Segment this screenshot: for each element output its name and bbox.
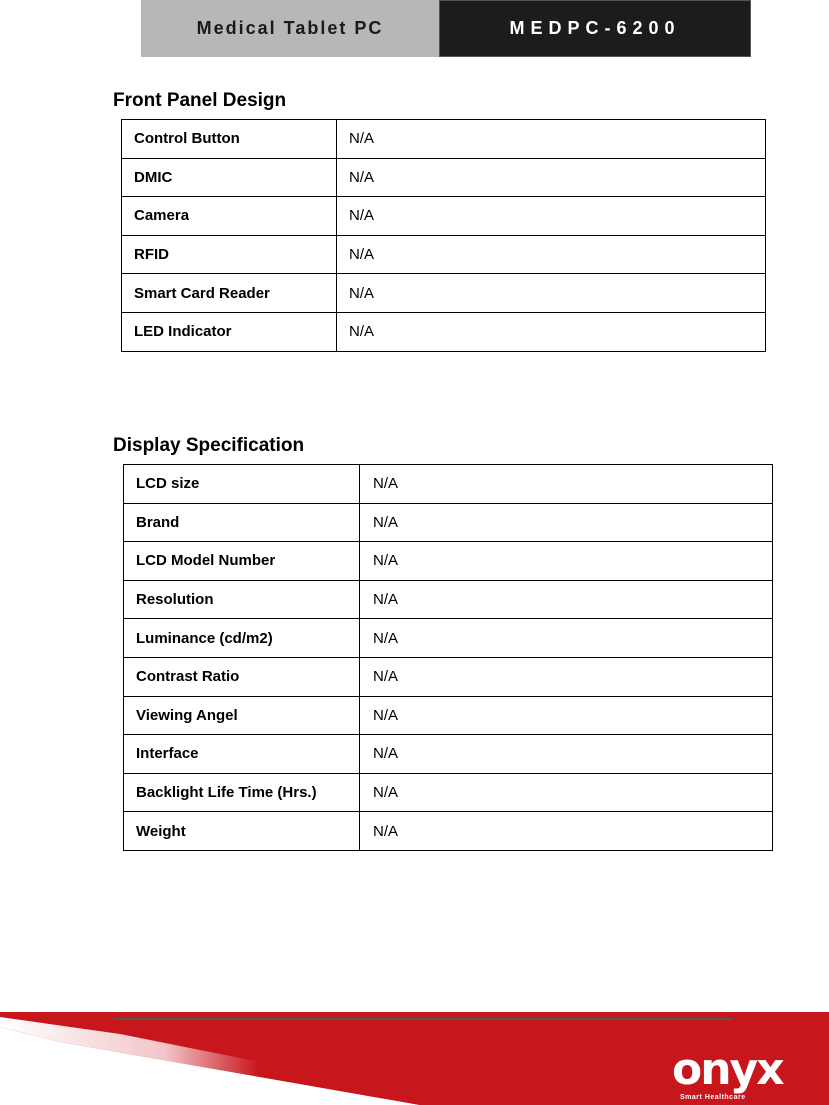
table-row	[122, 312, 766, 351]
row-value: N/A	[337, 197, 766, 236]
logo-tagline: Smart Healthcare	[680, 1094, 746, 1101]
row-value: N/A	[337, 274, 766, 313]
row-value: N/A	[337, 120, 766, 159]
table-row	[124, 580, 773, 619]
onyx-logo: onyx	[672, 1044, 783, 1095]
row-value: N/A	[360, 773, 773, 812]
row-value: N/A	[360, 735, 773, 774]
table-row	[124, 773, 773, 812]
row-value: N/A	[360, 696, 773, 735]
row-label: LCD Model Number	[124, 542, 360, 581]
table-row	[124, 657, 773, 696]
row-value: N/A	[360, 657, 773, 696]
row-label: LCD size	[124, 465, 360, 504]
row-label: Weight	[124, 812, 360, 851]
row-label: Interface	[124, 735, 360, 774]
table-row	[122, 197, 766, 236]
display-spec-table	[123, 464, 773, 851]
row-value: N/A	[360, 812, 773, 851]
row-label: Resolution	[124, 580, 360, 619]
header-model: MEDPC-6200	[439, 0, 751, 57]
row-label: Viewing Angel	[124, 696, 360, 735]
header-product-line: Medical Tablet PC	[141, 0, 439, 57]
table-row	[124, 812, 773, 851]
row-label: Brand	[124, 503, 360, 542]
row-label: Control Button	[122, 120, 337, 159]
table-row	[124, 619, 773, 658]
row-value: N/A	[360, 542, 773, 581]
footer-divider	[113, 1018, 733, 1020]
table-row	[124, 542, 773, 581]
table-row	[122, 120, 766, 159]
table-row	[122, 274, 766, 313]
table-row	[122, 235, 766, 274]
row-value: N/A	[337, 312, 766, 351]
row-label: LED Indicator	[122, 312, 337, 351]
front-panel-title: Front Panel Design	[113, 90, 287, 111]
row-label: Smart Card Reader	[122, 274, 337, 313]
row-label: Luminance (cd/m2)	[124, 619, 360, 658]
row-label: Contrast Ratio	[124, 657, 360, 696]
table-row	[124, 696, 773, 735]
row-label: Camera	[122, 197, 337, 236]
row-label: Backlight Life Time (Hrs.)	[124, 773, 360, 812]
row-value: N/A	[360, 619, 773, 658]
row-label: RFID	[122, 235, 337, 274]
row-label: DMIC	[122, 158, 337, 197]
table-row	[124, 465, 773, 504]
front-panel-table	[121, 119, 766, 352]
row-value: N/A	[360, 503, 773, 542]
table-row	[122, 158, 766, 197]
table-row	[124, 503, 773, 542]
table-row	[124, 735, 773, 774]
row-value: N/A	[360, 465, 773, 504]
display-spec-title: Display Specification	[113, 435, 305, 456]
row-value: N/A	[337, 158, 766, 197]
row-value: N/A	[337, 235, 766, 274]
row-value: N/A	[360, 580, 773, 619]
